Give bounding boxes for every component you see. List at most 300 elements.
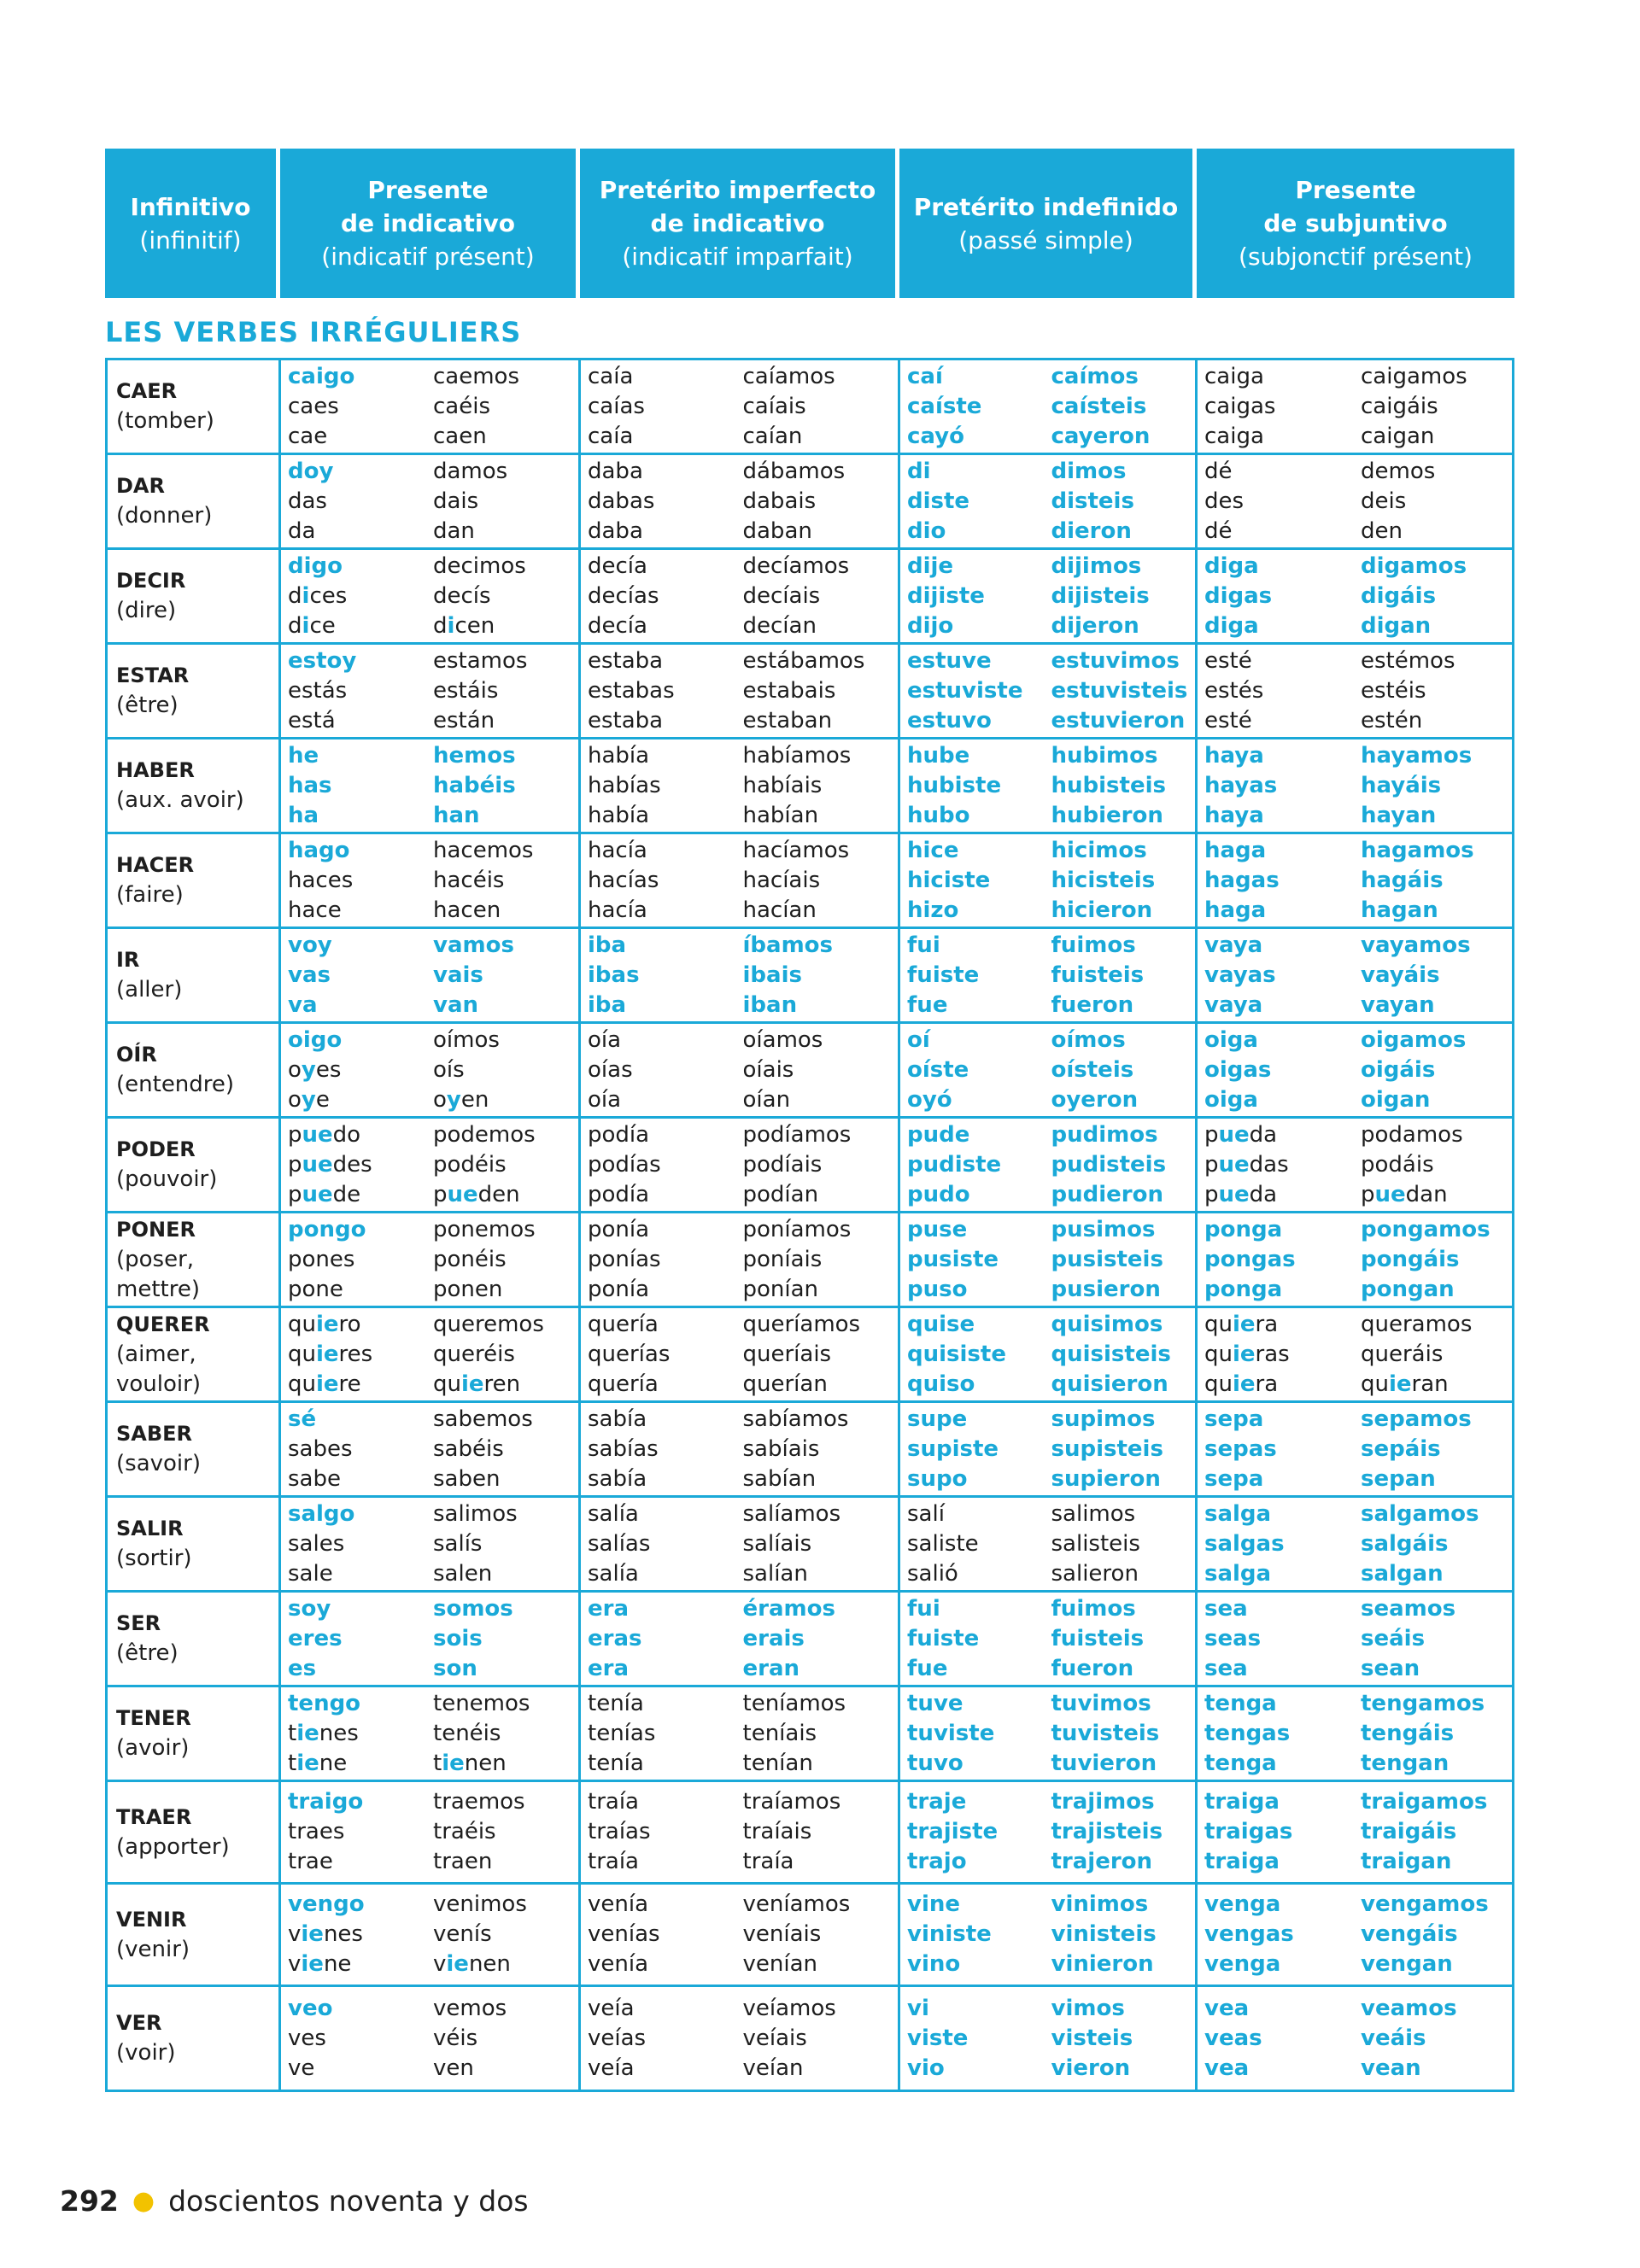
form-segment: caiga [1204, 423, 1264, 449]
form-segment: qu [1204, 1311, 1233, 1337]
form-segment: ponía [588, 1276, 650, 1302]
verb-translation: (avoir) [116, 1735, 190, 1761]
conjugated-form [433, 1949, 578, 1979]
conjugated-form [433, 611, 578, 641]
conjugated-form [433, 487, 578, 517]
form-segment: ne [323, 1951, 352, 1977]
form-segment: hacía [588, 897, 647, 923]
verb-name: DAR [116, 474, 165, 498]
irregular-segment: hagamos [1361, 837, 1474, 863]
verb-row [108, 1024, 1512, 1119]
form-segment: ras [1255, 1341, 1290, 1367]
conjugated-form [588, 457, 743, 487]
conjugation-cell [1195, 1498, 1517, 1590]
form-segment: p [1204, 1151, 1219, 1178]
irregular-segment: iba [588, 932, 627, 958]
conjugated-form [743, 1689, 899, 1719]
form-segment: podía [588, 1121, 650, 1148]
form-segment: estén [1361, 707, 1423, 734]
form-segment: hacías [588, 867, 659, 893]
conjugated-form [433, 706, 578, 736]
irregular-segment: eran [742, 1655, 800, 1681]
conjugated-form [907, 836, 1051, 866]
conjugated-form [588, 1499, 743, 1529]
conjugated-form [907, 2054, 1051, 2084]
conjugated-form [588, 392, 743, 422]
conjugated-form [1051, 1055, 1196, 1085]
conjugated-form [1204, 991, 1361, 1020]
form-segment: estábamos [742, 647, 865, 674]
conjugated-form [588, 1559, 743, 1589]
conjugated-form [433, 1215, 578, 1245]
form-segment: estás [288, 677, 348, 704]
conjugated-form [907, 741, 1051, 771]
conjugated-form [433, 1749, 578, 1779]
header-line: (indicatif imparfait) [622, 243, 853, 271]
conjugated-form [907, 1026, 1051, 1055]
conjugated-form [1051, 1529, 1196, 1559]
infinitive-cell [108, 360, 278, 453]
conjugated-form [907, 1499, 1051, 1529]
conjugated-form [1204, 771, 1361, 801]
form-segment: queráis [1361, 1341, 1444, 1367]
conjugated-form [588, 582, 743, 611]
conjugation-cell [578, 1024, 898, 1116]
conjugated-form [1361, 836, 1517, 866]
irregular-segment: tuvo [907, 1750, 964, 1776]
form-segment: salían [742, 1560, 808, 1587]
irregular-segment: estuvo [907, 707, 992, 734]
irregular-segment: salgan [1361, 1560, 1444, 1587]
irregular-segment: era [588, 1595, 630, 1622]
irregular-segment: hicisteis [1051, 867, 1156, 893]
conjugated-form [1051, 1435, 1196, 1464]
irregular-segment: doy [288, 458, 334, 484]
verb-name: PODER [116, 1137, 196, 1161]
form-segment: dábamos [742, 458, 846, 484]
form-segment: traes [288, 1819, 345, 1844]
conjugated-form [743, 1890, 899, 1920]
form-segment: da [1249, 1181, 1278, 1207]
conjugated-form [433, 1499, 578, 1529]
irregular-segment: diga [1204, 552, 1259, 579]
form-segment: estés [1204, 677, 1264, 704]
conjugation-cell [1195, 739, 1517, 832]
form-segment: salí [907, 1500, 945, 1527]
form-segment: decía [588, 552, 647, 579]
conjugation-cell [898, 1687, 1195, 1780]
conjugated-form [288, 1310, 433, 1340]
form-segment: podemos [433, 1121, 536, 1148]
irregular-segment: sea [1204, 1595, 1248, 1622]
irregular-segment: fuiste [907, 962, 980, 988]
irregular-segment: fue [907, 991, 948, 1018]
conjugated-form [1051, 771, 1196, 801]
conjugated-form [588, 1594, 743, 1624]
irregular-segment: hice [907, 837, 959, 863]
conjugated-form [588, 1120, 743, 1150]
conjugated-form [288, 1624, 433, 1654]
conjugated-form [1204, 1890, 1361, 1920]
conjugated-form [288, 422, 433, 452]
form-segment: d [288, 582, 302, 609]
form-segment: dé [1204, 458, 1233, 484]
irregular-segment: oí [907, 1026, 930, 1053]
verb-row [108, 1403, 1512, 1498]
irregular-segment: cayeron [1051, 423, 1151, 449]
form-segment: t [288, 1720, 297, 1746]
form-segment: sabes [288, 1435, 353, 1462]
form-segment: traéis [433, 1819, 496, 1844]
form-segment: demos [1361, 458, 1436, 484]
irregular-segment: sepa [1204, 1406, 1264, 1432]
form-segment: pone [288, 1276, 343, 1302]
conjugated-form [1204, 582, 1361, 611]
irregular-segment: pudiste [907, 1151, 1002, 1178]
conjugated-form [433, 1085, 578, 1115]
conjugated-form [1361, 896, 1517, 926]
irregular-segment: hemos [433, 742, 516, 769]
conjugated-form [907, 1594, 1051, 1624]
form-segment: queríais [742, 1341, 832, 1367]
page-number-words: doscientos noventa y dos [168, 2184, 529, 2218]
conjugated-form [1204, 931, 1361, 961]
header-line: (passé simple) [958, 225, 1133, 254]
irregular-segment: supieron [1051, 1465, 1161, 1492]
form-segment: veían [742, 2055, 804, 2081]
irregular-segment: hagas [1204, 867, 1280, 893]
form-segment: oía [588, 1086, 622, 1113]
conjugated-form [907, 931, 1051, 961]
irregular-segment: dijo [907, 612, 954, 639]
irregular-segment: salgas [1204, 1530, 1285, 1557]
conjugated-form [1361, 517, 1517, 547]
conjugation-cell [278, 1403, 578, 1495]
conjugation-cell [898, 1308, 1195, 1400]
conjugated-form [1051, 1689, 1196, 1719]
irregular-segment: dio [907, 517, 946, 544]
conjugated-form [433, 2024, 578, 2054]
irregular-segment: vengamos [1361, 1891, 1489, 1917]
infinitive-cell [108, 1308, 278, 1400]
form-segment: caigas [1204, 393, 1276, 419]
conjugation-cell [1195, 1119, 1517, 1211]
irregular-segment: ie [442, 1750, 465, 1776]
verb-row [108, 1498, 1512, 1593]
conjugated-form [1204, 836, 1361, 866]
conjugated-form [907, 676, 1051, 706]
conjugated-form [743, 2024, 899, 2054]
form-segment: venís [433, 1921, 492, 1947]
form-segment: p [288, 1181, 302, 1207]
irregular-segment: sepas [1204, 1435, 1277, 1462]
infinitive-cell [108, 1213, 278, 1306]
form-segment: e [315, 1086, 330, 1113]
conjugated-form [1051, 1559, 1196, 1589]
conjugated-form [588, 2054, 743, 2084]
conjugated-form [907, 2024, 1051, 2054]
conjugated-form [1204, 1499, 1361, 1529]
conjugated-form [1204, 362, 1361, 392]
verb-name: SER [116, 1611, 161, 1635]
conjugation-cell [898, 1782, 1195, 1882]
conjugated-form [588, 1529, 743, 1559]
form-segment: oías [588, 1056, 633, 1083]
conjugated-form [743, 611, 899, 641]
irregular-segment: diga [1204, 612, 1259, 639]
header-line: de indicativo [341, 209, 515, 237]
conjugated-form [1361, 706, 1517, 736]
conjugation-cell [278, 1024, 578, 1116]
conjugated-form [433, 676, 578, 706]
conjugated-form [1051, 1654, 1196, 1684]
form-segment: están [433, 707, 495, 734]
conjugated-form [907, 866, 1051, 896]
form-segment: nes [323, 1921, 363, 1947]
header-line: de indicativo [650, 209, 825, 237]
conjugated-form [288, 1719, 433, 1749]
conjugation-cell [578, 1403, 898, 1495]
conjugated-form [433, 1890, 578, 1920]
conjugated-form [288, 866, 433, 896]
conjugated-form [743, 1464, 899, 1494]
form-segment: tenías [588, 1720, 656, 1746]
irregular-segment: vio [907, 2055, 945, 2081]
conjugated-form [433, 1817, 578, 1847]
conjugated-form [743, 801, 899, 831]
form-segment: hacían [742, 897, 817, 923]
conjugated-form [588, 676, 743, 706]
verb-row [108, 1213, 1512, 1308]
conjugated-form [1361, 741, 1517, 771]
conjugated-form [1051, 611, 1196, 641]
conjugated-form [1204, 1559, 1361, 1589]
verb-name: TENER [116, 1706, 191, 1730]
form-segment: des [332, 1151, 372, 1178]
form-segment: d [433, 612, 448, 639]
form-segment: esté [1204, 647, 1252, 674]
form-segment: salíais [742, 1530, 812, 1557]
conjugation-cell [278, 929, 578, 1021]
conjugated-form [588, 1624, 743, 1654]
verb-name: VENIR [116, 1907, 187, 1932]
verb-row [108, 1782, 1512, 1885]
conjugated-form [1204, 487, 1361, 517]
conjugated-form [433, 517, 578, 547]
conjugated-form [743, 1275, 899, 1305]
conjugated-form [433, 1529, 578, 1559]
verb-name: HACER [116, 853, 195, 877]
conjugated-form [288, 1435, 433, 1464]
form-segment: d [288, 612, 302, 639]
conjugation-cell [578, 455, 898, 547]
conjugated-form [1204, 552, 1361, 582]
form-segment: qu [1204, 1371, 1233, 1397]
form-segment: caíamos [742, 363, 835, 389]
irregular-segment: vais [433, 962, 483, 988]
conjugated-form [1361, 422, 1517, 452]
form-segment: p [433, 1181, 448, 1207]
irregular-segment: sois [433, 1625, 483, 1651]
form-segment: salimos [433, 1500, 518, 1527]
irregular-segment: oigo [288, 1026, 343, 1053]
conjugated-form [907, 1340, 1051, 1370]
irregular-segment: quiso [907, 1371, 975, 1397]
infinitive-cell [108, 1885, 278, 1984]
conjugation-cell [1195, 834, 1517, 926]
form-segment: veía [588, 2055, 635, 2081]
conjugation-cell [278, 1308, 578, 1400]
form-segment: estamos [433, 647, 528, 674]
conjugated-form [1204, 1245, 1361, 1275]
conjugated-form [433, 991, 578, 1020]
conjugated-form [1204, 611, 1361, 641]
conjugated-form [588, 771, 743, 801]
conjugation-cell [278, 739, 578, 832]
infinitive-cell [108, 929, 278, 1021]
irregular-segment: tuve [907, 1690, 964, 1716]
conjugated-form [1051, 2054, 1196, 2084]
infinitive-cell [108, 1498, 278, 1590]
conjugated-form [1051, 1370, 1196, 1400]
irregular-segment: tengamos [1361, 1690, 1485, 1716]
conjugated-form [288, 1817, 433, 1847]
irregular-segment: hago [288, 837, 350, 863]
form-segment: ren [483, 1371, 521, 1397]
conjugated-form [1051, 1624, 1196, 1654]
verb-name: OÍR [116, 1043, 157, 1067]
verb-row [108, 929, 1512, 1024]
form-segment: salís [433, 1530, 483, 1557]
header-cell [895, 149, 1192, 298]
irregular-segment: caímos [1051, 363, 1139, 389]
form-segment: damos [433, 458, 508, 484]
verb-translation: (être) [116, 1640, 179, 1666]
conjugation-cell [578, 550, 898, 642]
conjugated-form [588, 1085, 743, 1115]
conjugated-form [1361, 1085, 1517, 1115]
irregular-segment: pusiste [907, 1246, 999, 1272]
conjugated-form [1051, 961, 1196, 991]
irregular-segment: traigo [288, 1789, 364, 1815]
verb-row [108, 739, 1512, 834]
form-segment: veíais [742, 2025, 807, 2051]
form-segment: cae [288, 423, 328, 449]
conjugated-form [588, 362, 743, 392]
conjugated-form [743, 1150, 899, 1180]
irregular-segment: ie [1232, 1311, 1256, 1337]
irregular-segment: haga [1204, 897, 1267, 923]
conjugated-form [1361, 1949, 1517, 1979]
irregular-segment: traigáis [1361, 1819, 1457, 1844]
conjugated-form [1361, 1559, 1517, 1589]
conjugated-form [1204, 801, 1361, 831]
conjugation-cell [898, 455, 1195, 547]
conjugated-form [907, 1085, 1051, 1115]
conjugated-form [743, 1994, 899, 2024]
conjugation-cell [278, 1119, 578, 1211]
conjugated-form [433, 1624, 578, 1654]
irregular-segment: dije [907, 552, 954, 579]
irregular-segment: quisisteis [1051, 1341, 1171, 1367]
conjugated-form [433, 1310, 578, 1340]
conjugated-form [433, 362, 578, 392]
infinitive-cell [108, 1119, 278, 1211]
form-segment: ra [1255, 1371, 1279, 1397]
form-segment: ran [1411, 1371, 1449, 1397]
conjugated-form [288, 517, 433, 547]
conjugated-form [588, 1787, 743, 1817]
form-segment: queramos [1361, 1311, 1473, 1337]
irregular-segment: estuve [907, 647, 992, 674]
irregular-segment: diste [907, 488, 970, 514]
verb-row [108, 1308, 1512, 1403]
conjugated-form [1361, 1817, 1517, 1847]
conjugated-form [433, 896, 578, 926]
form-segment: decía [588, 612, 647, 639]
form-segment: es [315, 1056, 342, 1083]
infinitive-cell [108, 1782, 278, 1882]
conjugated-form [1051, 931, 1196, 961]
irregular-segment: digas [1204, 582, 1273, 609]
irregular-segment: sepa [1204, 1465, 1264, 1492]
form-segment: véis [433, 2025, 478, 2051]
form-segment: queremos [433, 1311, 544, 1337]
form-segment: o [288, 1086, 302, 1113]
irregular-segment: estuvimos [1051, 647, 1180, 674]
irregular-segment: caigo [288, 363, 355, 389]
form-segment: había [588, 802, 650, 828]
conjugated-form [1051, 457, 1196, 487]
conjugated-form [1051, 676, 1196, 706]
page-number: 292 [60, 2184, 119, 2218]
conjugated-form [288, 1026, 433, 1055]
form-segment: hacéis [433, 867, 505, 893]
conjugated-form [288, 961, 433, 991]
header-line: Presente [367, 176, 489, 204]
conjugated-form [907, 991, 1051, 1020]
irregular-segment: seamos [1361, 1595, 1456, 1622]
conjugated-form [1204, 1405, 1361, 1435]
irregular-segment: ponga [1204, 1216, 1283, 1242]
form-segment: tenía [588, 1690, 644, 1716]
form-segment: tenía [588, 1750, 644, 1776]
conjugated-form [907, 1180, 1051, 1210]
conjugated-form [743, 1085, 899, 1115]
irregular-segment: salga [1204, 1500, 1272, 1527]
conjugated-form [1051, 1464, 1196, 1494]
conjugated-form [907, 1994, 1051, 2024]
header-line: (subjonctif présent) [1239, 243, 1473, 271]
conjugated-form [1204, 1624, 1361, 1654]
irregular-segment: vengáis [1361, 1921, 1458, 1947]
conjugated-form [288, 1847, 433, 1877]
conjugated-form [288, 771, 433, 801]
form-segment: qu [288, 1311, 316, 1337]
conjugated-form [1204, 1370, 1361, 1400]
form-segment: podías [588, 1151, 661, 1178]
conjugated-form [433, 1559, 578, 1589]
conjugated-form [288, 487, 433, 517]
form-segment: qu [288, 1371, 316, 1397]
irregular-segment: ie [1232, 1341, 1256, 1367]
infinitive-cell [108, 645, 278, 737]
header-line: de subjuntivo [1263, 209, 1448, 237]
irregular-segment: ue [302, 1181, 333, 1207]
form-segment: ces [309, 582, 348, 609]
form-segment: podían [742, 1181, 819, 1207]
form-segment: haces [288, 867, 354, 893]
